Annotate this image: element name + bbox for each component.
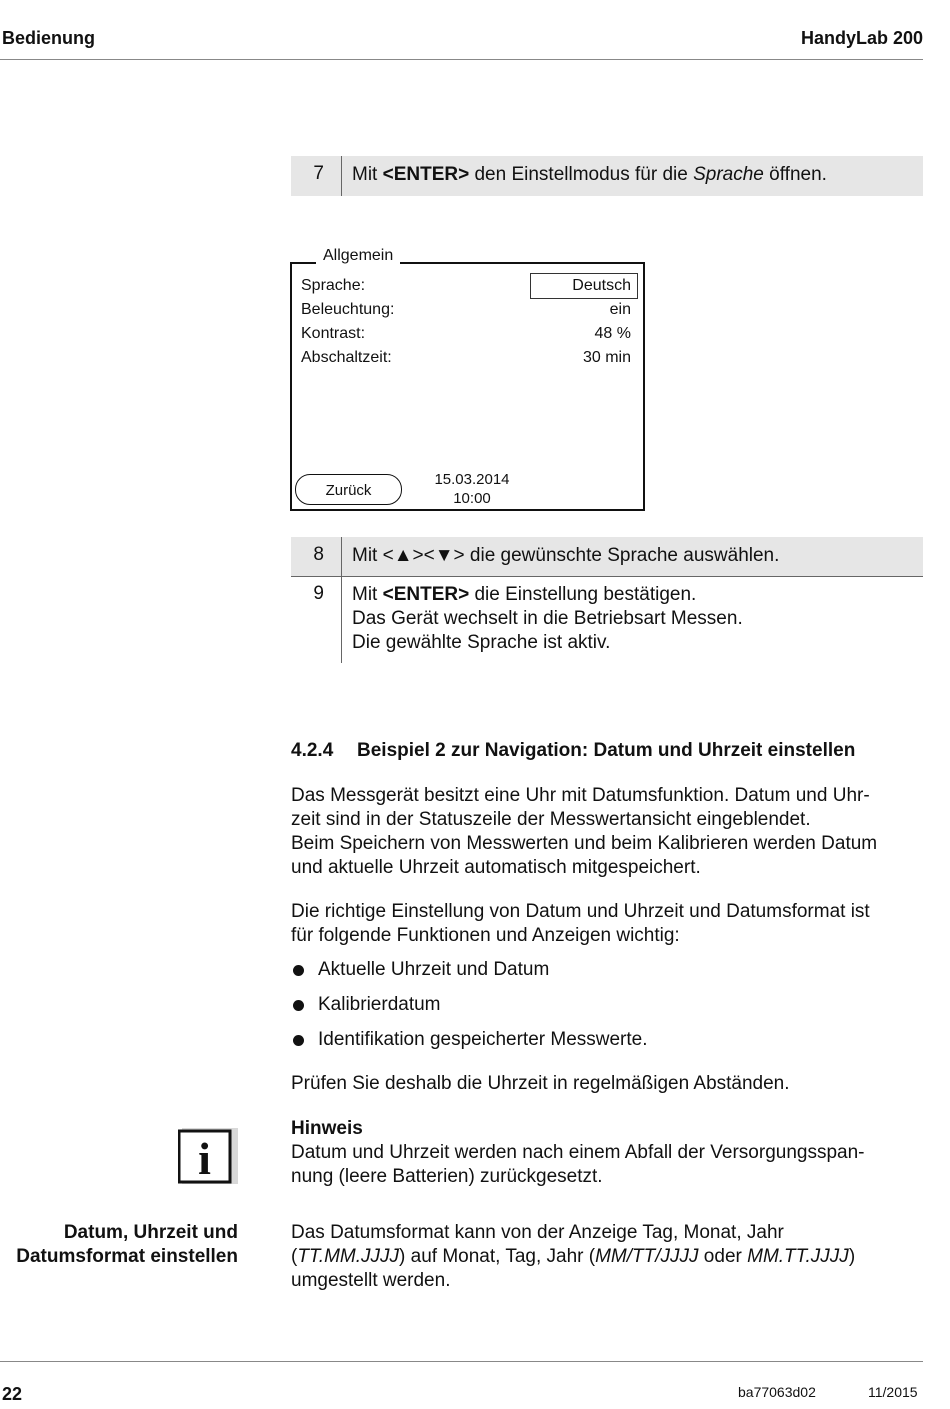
paragraph-importance: Die richtige Einstellung von Datum und Uhrzeit und Datumsformat ist für folgende Funktionen und Anzeigen wichtig: [291,901,870,946]
step-7-row [291,156,923,196]
note-title: Hinweis [291,1118,363,1139]
step-divider [341,577,342,663]
setting-value-sprache[interactable]: Deutsch [572,277,631,294]
setting-value-abschaltzeit: 30 min [582,349,631,366]
back-softkey-button[interactable]: Zurück [295,474,402,505]
display-date: 15.03.2014 [434,471,510,488]
margin-heading: Datum, Uhrzeit und Datumsformat einstellen [16,1222,238,1267]
step-number: 7 [313,163,324,184]
step-number: 9 [313,583,324,604]
page-number: 22 [2,1384,23,1404]
paragraph-clock-intro: Das Messgerät besitzt eine Uhr mit Datumsfunktion. Datum und Uhr- zeit sind in der Statuszeile der Messwertansicht eingeblendet. Beim Speichern von Messwerten und beim Kalibrieren werden Datum und aktuelle Uhrzeit automatisch mitgespeichert. [291,785,878,878]
display-title: Allgemein [316,247,400,265]
step-divider [341,156,342,196]
setting-label-sprache: Sprache: [301,277,366,294]
note-block: Hinweis Datum und Uhrzeit werden nach einem Abfall der Versorgungsspan- nung (leere Batterien) zurückgesetzt. [291,1117,923,1189]
bullet-icon [293,965,304,976]
svg-text:i: i [198,1133,211,1184]
document-date: 11/2015 [868,1384,918,1400]
document-id: ba77063d02 [738,1384,816,1400]
step-number: 8 [313,544,324,565]
step-text: Mit <ENTER> den Einstellmodus für die Sprache öffnen. [352,164,827,185]
display-datetime [416,470,528,508]
setting-value-beleuchtung: ein [609,301,631,318]
step-9-row [291,577,923,663]
footer-rule [0,1361,923,1362]
paragraph-date-format: Das Datumsformat kann von der Anzeige Tag, Monat, Jahr (TT.MM.JJJJ) auf Monat, Tag, Jahr (MM/TT/JJJJ oder MM.TT.JJJJ) umgestellt werden. [291,1222,856,1291]
display-time: 10:00 [453,490,491,507]
arrow-up-icon: ▲ [393,545,413,566]
setting-value-kontrast: 48 % [594,325,631,342]
step-text: Mit <▲><▼> die gewünschte Sprache auswählen. [352,545,780,566]
bullet-icon [293,1000,304,1011]
paragraph-check-time: Prüfen Sie deshalb die Uhrzeit in regelmäßigen Abständen. [291,1073,790,1094]
setting-label-beleuchtung: Beleuchtung: [301,301,395,318]
running-header-left: Bedienung [2,28,95,48]
setting-label-abschaltzeit: Abschaltzeit: [301,349,392,366]
setting-label-kontrast: Kontrast: [301,325,366,342]
header-rule [0,59,923,60]
step-text: Mit <ENTER> die Einstellung bestätigen. Das Gerät wechselt in die Betriebsart Messen. Die gewählte Sprache ist aktiv. [352,584,743,653]
info-icon [178,1125,238,1185]
arrow-down-icon: ▼ [434,545,454,566]
section-heading: 4.2.4 Beispiel 2 zur Navigation: Datum und Uhrzeit einstellen [291,740,856,761]
step-divider [341,537,342,576]
step-8-row [291,537,923,577]
bullet-icon [293,1035,304,1046]
running-header-right: HandyLab 200 [800,28,923,48]
